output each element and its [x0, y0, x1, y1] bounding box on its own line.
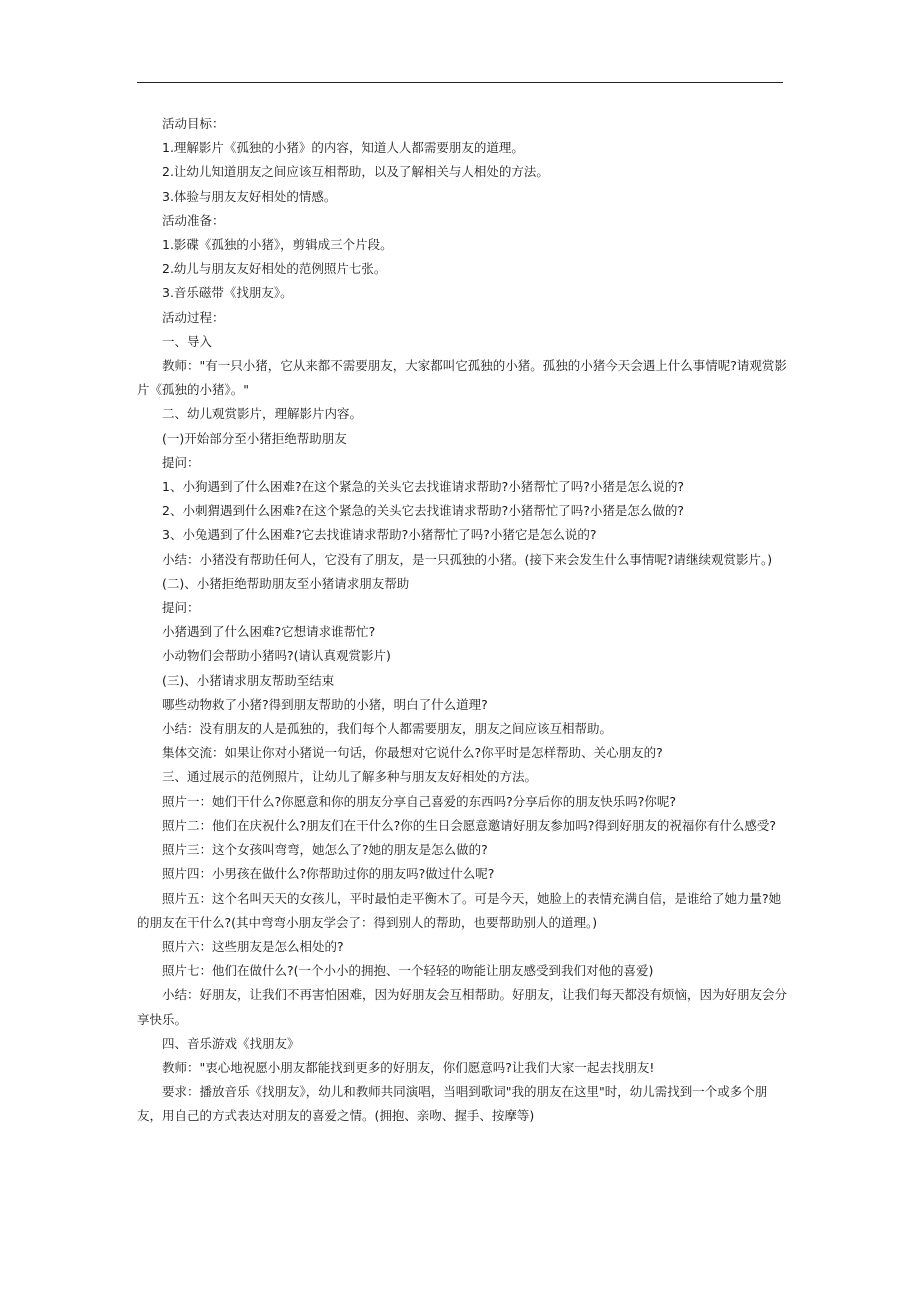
paragraph: 活动目标：: [162, 116, 225, 131]
paragraph: 三、通过展示的范例照片，让幼儿了解多种与朋友友好相处的方法。: [162, 769, 538, 785]
paragraph: 3.体验与朋友友好相处的情感。: [162, 188, 337, 204]
paragraph: 小结：小猪没有帮助任何人，它没有了朋友，是一只孤独的小猪。(接下来会发生什么事情呢?请继续观赏影片。): [162, 551, 773, 567]
paragraph: 照片七：他们在做什么?(一个小小的拥抱、一个轻轻的吻能让朋友感受到我们对他的喜爱): [162, 963, 654, 979]
paragraph: 3.音乐磁带《找朋友》。: [162, 285, 293, 301]
paragraph: 1.理解影片《孤独的小猪》的内容，知道人人都需要朋友的道理。: [162, 140, 524, 156]
paragraph: 小猪遇到了什么困难?它想请求谁帮忙?: [162, 624, 376, 640]
paragraph: 照片一：她们干什么?你愿意和你的朋友分享自己喜爱的东西吗?分享后你的朋友快乐吗?你呢?: [162, 793, 677, 809]
paragraph: (三)、小猪请求朋友帮助至结束: [162, 672, 335, 688]
paragraph: 2、小刺猬遇到什么困难?在这个紧急的关头它去找谁请求帮助?小猪帮忙了吗?小猪是怎么做的?: [162, 503, 684, 519]
paragraph: 提问：: [162, 454, 200, 470]
paragraph: (二)、小猪拒绝帮助朋友至小猪请求朋友帮助: [162, 575, 410, 591]
paragraph: 提问：: [162, 600, 200, 616]
paragraph: 小动物们会帮助小猪吗?(请认真观赏影片): [162, 648, 391, 664]
paragraph: 照片二：他们在庆祝什么?朋友们在干什么?你的生日会愿意邀请好朋友参加吗?得到好朋友的祝福你有什么感受?: [162, 817, 777, 833]
paragraph: 活动过程：: [162, 309, 225, 325]
paragraph: 照片四：小男孩在做什么?你帮助过你的朋友吗?做过什么呢?: [162, 866, 495, 882]
paragraph: 照片三：这个女孩叫弯弯，她怎么了?她的朋友是怎么做的?: [162, 842, 488, 858]
paragraph: 小结：好朋友，让我们不再害怕困难，因为好朋友会互相帮助。好朋友，让我们每天都没有烦恼，因为好朋友会分享快乐。: [137, 987, 788, 1027]
document-body: [137, 112, 787, 1129]
paragraph: 教师："衷心地祝愿小朋友都能找到更多的好朋友，你们愿意吗?让我们大家一起去找朋友!: [162, 1059, 655, 1075]
paragraph: 集体交流：如果让你对小猪说一句话，你最想对它说什么?你平时是怎样帮助、关心朋友的?: [162, 745, 663, 761]
paragraph: 2.幼儿与朋友友好相处的范例照片七张。: [162, 261, 387, 277]
paragraph: 小结：没有朋友的人是孤独的，我们每个人都需要朋友，朋友之间应该互相帮助。: [162, 721, 613, 737]
header-rule: [137, 82, 783, 83]
paragraph: 活动准备：: [162, 212, 225, 228]
paragraph: (一)开始部分至小猪拒绝帮助朋友: [162, 430, 347, 446]
paragraph: 教师："有一只小猪，它从来都不需要朋友，大家都叫它孤独的小猪。孤独的小猪今天会遇上什么事情呢?请观赏影片《孤独的小猪》。": [137, 358, 787, 398]
paragraph: 照片五：这个名叫天天的女孩儿，平时最怕走平衡木了。可是今天，她脸上的表情充满自信，是谁给了她力量?她的朋友在干什么?(其中弯弯小朋友学会了：得到别人的帮助，也要帮助别人的道理。): [137, 890, 782, 930]
paragraph: 四、音乐游戏《找朋友》: [162, 1035, 300, 1051]
paragraph: 一、导入: [162, 333, 213, 349]
paragraph: 二、幼儿观赏影片，理解影片内容。: [162, 406, 363, 422]
paragraph: 1、小狗遇到了什么困难?在这个紧急的关头它去找谁请求帮助?小猪帮忙了吗?小猪是怎么说的?: [162, 479, 684, 495]
paragraph: 2.让幼儿知道朋友之间应该互相帮助，以及了解相关与人相处的方法。: [162, 164, 549, 180]
paragraph: 3、小兔遇到了什么困难?它去找谁请求帮助?小猪帮忙了吗?小猪它是怎么说的?: [162, 527, 597, 543]
paragraph: 照片六：这些朋友是怎么相处的?: [162, 938, 344, 954]
paragraph: 要求：播放音乐《找朋友》，幼儿和教师共同演唱，当唱到歌词"我的朋友在这里"时，幼儿需找到一个或多个朋友，用自己的方式表达对朋友的喜爱之情。(拥抱、亲吻、握手、按摩等): [137, 1084, 768, 1124]
paragraph: 哪些动物救了小猪?得到朋友帮助的小猪，明白了什么道理?: [162, 696, 488, 712]
paragraph: 1.影碟《孤独的小猪》，剪辑成三个片段。: [162, 237, 393, 253]
